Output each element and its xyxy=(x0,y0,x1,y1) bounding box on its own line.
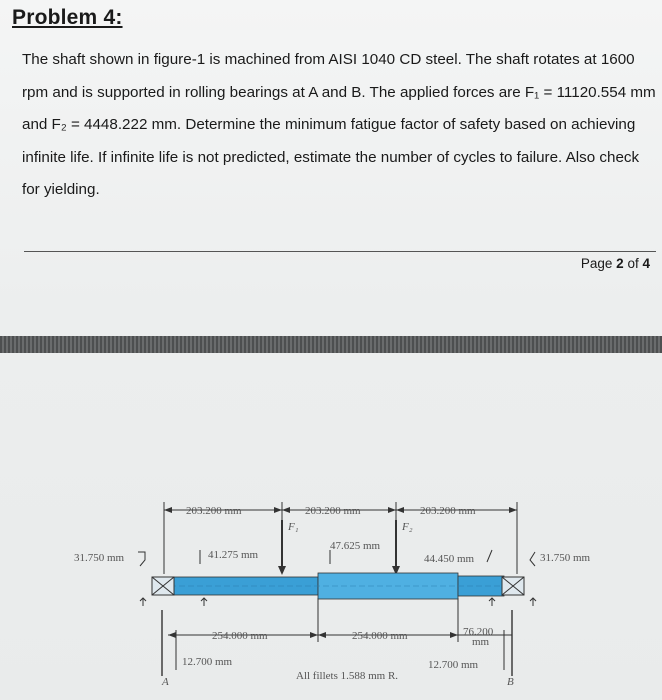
bearing-b xyxy=(502,577,524,595)
statement-line: rpm and is supported in rolling bearings at A and B. The applied forces are F₁ = 11120.554 mm xyxy=(22,83,656,101)
page-of: of xyxy=(627,256,639,271)
dim-left-step-diameter: 41.275 mm xyxy=(208,549,259,561)
arrowhead xyxy=(164,507,172,513)
arrowhead xyxy=(274,507,282,513)
dim-center-diameter: 47.625 mm xyxy=(330,540,381,552)
dim-right-end-diameter: 31.750 mm xyxy=(540,552,591,564)
statement-line: infinite life. If infinite life is not predicted, estimate the number of cycles to failure. Also check xyxy=(22,148,640,166)
page-current: 2 xyxy=(616,256,624,271)
dim-top-2: 203.200 mm xyxy=(305,505,361,517)
page-total: 4 xyxy=(642,256,650,271)
statement-line: and F₂ = 4448.222 mm. Determine the minimum fatigue factor of safety based on achieving xyxy=(22,116,636,133)
leader-right-step xyxy=(487,550,492,562)
dim-shoulder-left: 12.700 mm xyxy=(182,656,233,668)
bearing-a xyxy=(152,577,174,595)
tick-arrow xyxy=(140,598,146,606)
arrowhead xyxy=(168,632,176,638)
tick-arrow xyxy=(489,598,495,606)
problem-title: Problem 4: xyxy=(12,6,123,29)
footer-rule xyxy=(24,251,656,252)
arrowhead xyxy=(310,632,318,638)
force-f2-label: F₂ xyxy=(402,521,413,533)
dim-top-1: 203.200 mm xyxy=(186,505,242,517)
dim-left-end-diameter: 31.750 mm xyxy=(74,552,125,564)
dim-right-step-length-unit: mm xyxy=(472,636,490,648)
dim-right-step-diameter: 44.450 mm xyxy=(424,553,475,565)
dim-left-length: 254.000 mm xyxy=(212,630,268,642)
fillets-note: All fillets 1.588 mm R. xyxy=(296,670,399,682)
page-number xyxy=(581,256,650,271)
statement-line: The shaft shown in figure-1 is machined from AISI 1040 CD steel. The shaft rotates at 1600 xyxy=(22,51,635,68)
leader-right-end xyxy=(530,552,535,566)
bearing-b-label: B xyxy=(507,676,514,688)
page-break-divider xyxy=(0,336,662,353)
arrowhead xyxy=(509,507,517,513)
dim-shoulder-right: 12.700 mm xyxy=(428,659,479,671)
page-label: Page xyxy=(580,256,613,271)
force-f1-head xyxy=(278,566,286,575)
problem-statement xyxy=(22,44,662,207)
arrowhead xyxy=(318,632,326,638)
shaft-figure xyxy=(0,480,662,700)
tick-arrow xyxy=(530,598,536,606)
dim-right-step-length: 76.200 xyxy=(463,626,494,638)
arrowhead xyxy=(396,507,404,513)
arrowhead xyxy=(388,507,396,513)
leader-left-end xyxy=(138,552,145,566)
arrowhead xyxy=(282,507,290,513)
dim-mid-length: 254.000 mm xyxy=(352,630,408,642)
arrowhead xyxy=(450,632,458,638)
shaft-body xyxy=(152,573,522,599)
tick-arrow xyxy=(201,598,207,606)
statement-line: for yielding. xyxy=(22,181,100,198)
force-f1-label: F₁ xyxy=(288,521,299,533)
bearing-a-label: A xyxy=(162,676,169,688)
dim-top-3: 203.200 mm xyxy=(420,505,476,517)
